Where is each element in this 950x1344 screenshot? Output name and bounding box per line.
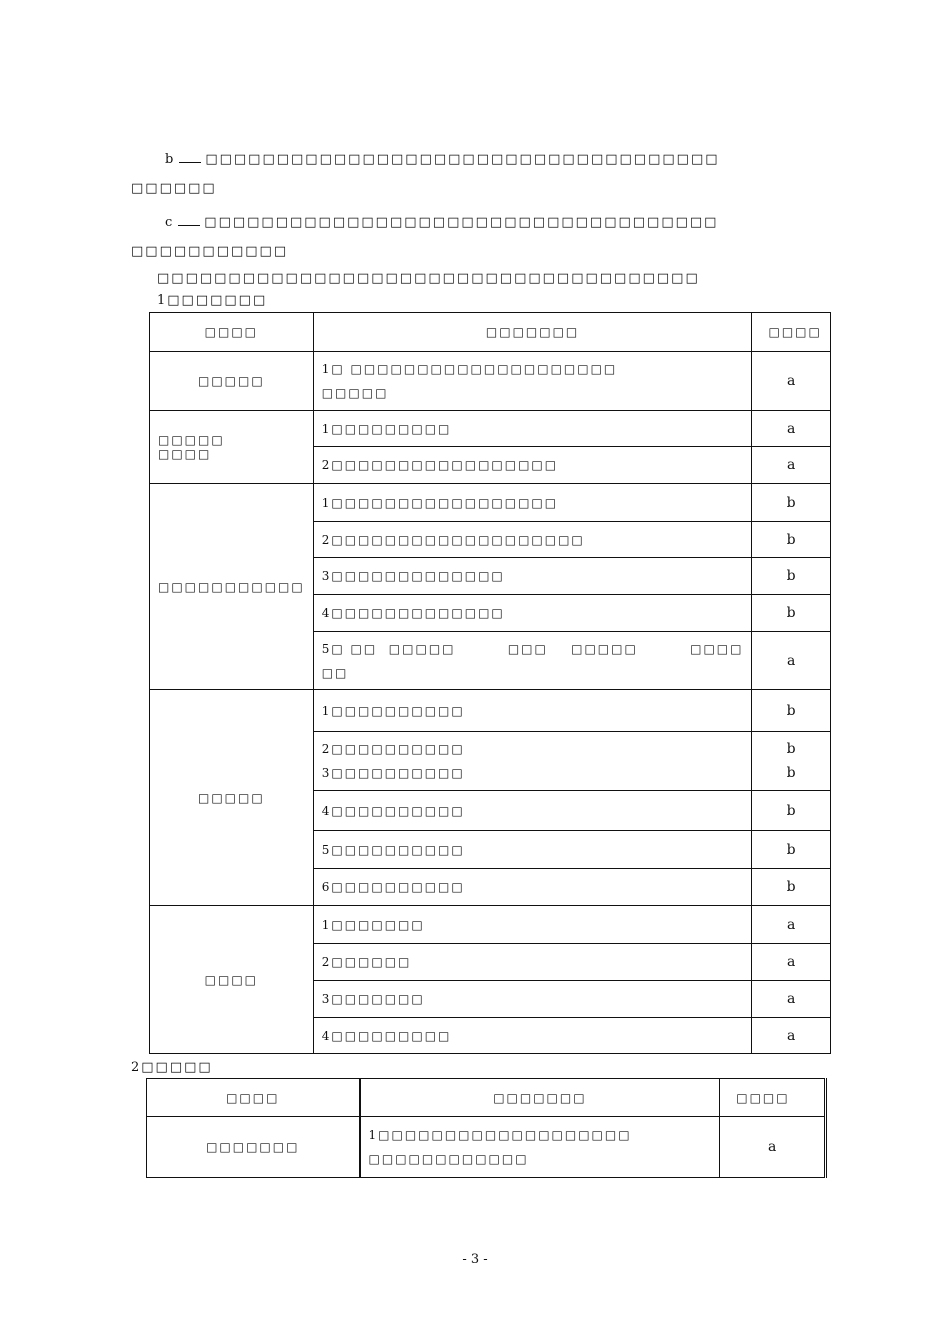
- paragraph-c-text: □□□□□□□□□□□□□□□□□□□□□□□□□□□□□□□□□□□□: [204, 215, 719, 230]
- item-letter-c: c: [165, 215, 175, 230]
- content-cell: 4□□□□□□□□□: [313, 1018, 752, 1054]
- header-content: □□□□□□□: [360, 1079, 720, 1117]
- table-row: [150, 484, 831, 522]
- content-cell: 2□□□□□□□□□□□□□□□□□□□: [313, 522, 752, 558]
- requirement-cell: b: [752, 831, 830, 869]
- requirement-cell: a: [752, 1018, 830, 1054]
- requirement-cell: b: [752, 484, 830, 522]
- requirement-cell: b: [752, 690, 830, 732]
- paragraph-b-text: □□□□□□□□□□□□□□□□□□□□□□□□□□□□□□□□□□□□: [205, 152, 720, 167]
- requirement-cell: a: [752, 944, 830, 981]
- requirement-cell: a: [752, 352, 830, 411]
- fill-blank: [179, 150, 201, 163]
- content-cell: 1□□□□□□□□□□□□□□□□□: [313, 484, 752, 522]
- paragraph-c-continued: □□□□□□□□□□□: [131, 244, 289, 259]
- topic-cell: □□□□□□□: [147, 1117, 360, 1178]
- content-cell: 1□□□□□□□□□□: [313, 690, 752, 732]
- section-1-heading: 1□□□□□□□: [157, 293, 268, 308]
- content-cell: 2□□□□□□□□□□ 3□□□□□□□□□□: [313, 732, 752, 791]
- page-number: - 3 -: [462, 1252, 488, 1267]
- requirement-cell: a: [752, 447, 830, 484]
- table-row: [150, 352, 831, 411]
- requirement-cell: a: [752, 632, 830, 690]
- content-cell: 1□□□□□□□□□: [313, 411, 752, 447]
- topic-cell: □□□□□: [150, 690, 314, 906]
- content-cell: 1□ □□□□□□□□□□□□□□□□□□□□ □□□□□: [313, 352, 752, 411]
- content-cell: 2□□□□□□□□□□□□□□□□□: [313, 447, 752, 484]
- requirement-cell: a: [752, 906, 830, 944]
- content-cell: 5□ □□ □□□□□ □□□ □□□□□ □□□□ □□: [313, 632, 752, 690]
- requirement-cell: b: [752, 522, 830, 558]
- table-row: [147, 1117, 826, 1178]
- fill-blank: [178, 213, 200, 226]
- table-row: [150, 906, 831, 944]
- paragraph-c: [165, 213, 718, 230]
- header-requirement: □□□□: [720, 1079, 826, 1117]
- item-letter-b: b: [165, 152, 176, 167]
- table-row: [150, 690, 831, 732]
- header-topic: □□□□: [150, 313, 314, 352]
- requirement-cell: b b: [752, 732, 830, 791]
- content-cell: 5□□□□□□□□□□: [313, 831, 752, 869]
- requirement-cell: b: [752, 791, 830, 831]
- table-header-row: [147, 1079, 826, 1117]
- requirement-cell: b: [752, 595, 830, 632]
- content-cell: 3□□□□□□□□□□□□□: [313, 558, 752, 595]
- header-requirement: □□□□: [752, 313, 830, 352]
- topic-cell: □□□□: [150, 906, 314, 1054]
- requirements-table-1: [149, 312, 831, 1054]
- paragraph-b-continued: □□□□□□: [131, 181, 217, 196]
- requirement-cell: a: [720, 1117, 826, 1178]
- content-cell: 4□□□□□□□□□□: [313, 791, 752, 831]
- requirement-cell: a: [752, 411, 830, 447]
- topic-cell: □□□□□□□□□□□: [150, 484, 314, 690]
- section-2-heading: 2□□□□□: [131, 1060, 213, 1075]
- requirement-cell: b: [752, 869, 830, 906]
- intro-paragraph: □□□□□□□□□□□□□□□□□□□□□□□□□□□□□□□□□□□□□□: [157, 271, 700, 286]
- requirement-cell: b: [752, 558, 830, 595]
- content-cell: 3□□□□□□□: [313, 981, 752, 1018]
- topic-cell: □□□□□□□□□: [150, 411, 314, 484]
- header-topic: □□□□: [147, 1079, 360, 1117]
- content-cell: 1□□□□□□□: [313, 906, 752, 944]
- table-header-row: [150, 313, 831, 352]
- requirement-cell: a: [752, 981, 830, 1018]
- content-cell: 6□□□□□□□□□□: [313, 869, 752, 906]
- requirements-table-2: [146, 1078, 827, 1178]
- paragraph-b: [165, 150, 720, 167]
- table-row: [150, 411, 831, 447]
- content-cell: 2□□□□□□: [313, 944, 752, 981]
- content-cell: 1□□□□□□□□□□□□□□□□□□□ □□□□□□□□□□□□: [360, 1117, 720, 1178]
- content-cell: 4□□□□□□□□□□□□□: [313, 595, 752, 632]
- header-content: □□□□□□□: [313, 313, 752, 352]
- topic-cell: □□□□□: [150, 352, 314, 411]
